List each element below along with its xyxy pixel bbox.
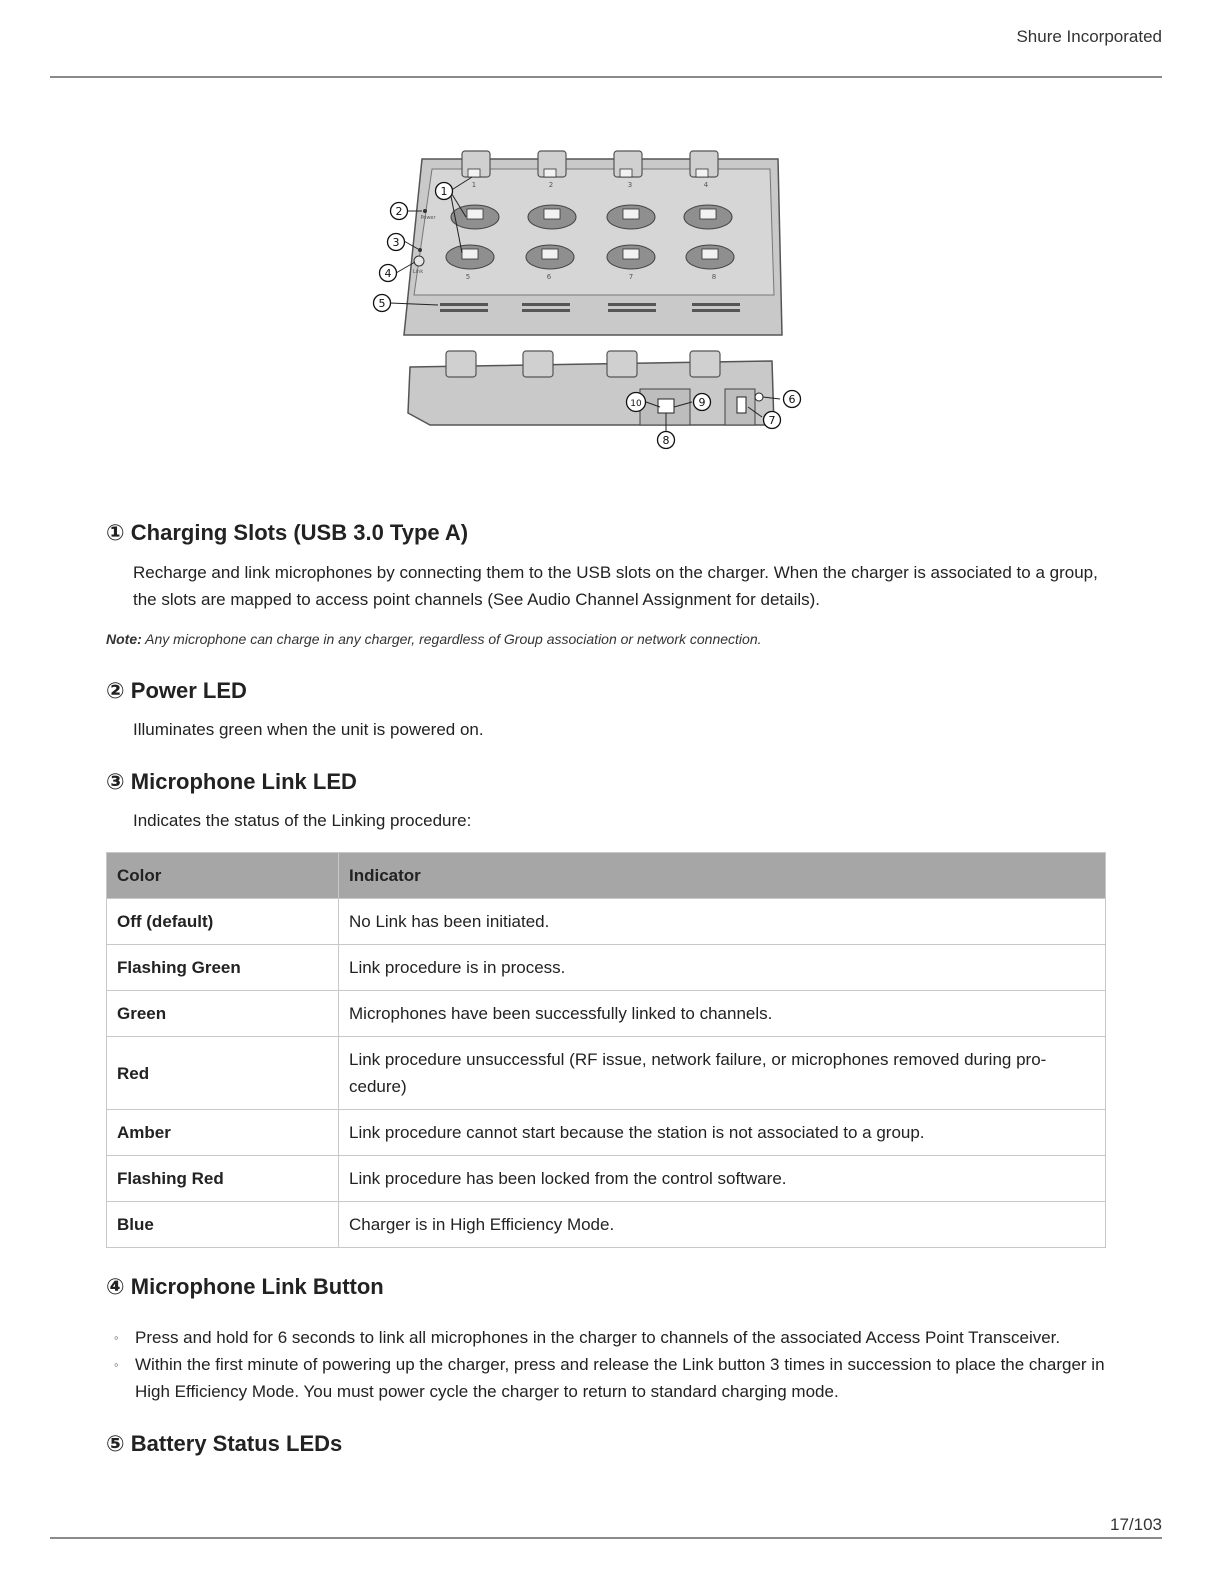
svg-text:6: 6 (788, 393, 796, 406)
table-cell-indicator: Charger is in High Efficiency Mode. (339, 1202, 1106, 1248)
charger-illustration (370, 145, 810, 455)
callout-8 (658, 432, 675, 449)
header-rule (50, 76, 1162, 78)
header-company-name: Shure Incorporated (1016, 27, 1162, 46)
table-row (107, 991, 1106, 1037)
table-cell-indicator: Link procedure unsuccessful (RF issue, network failure, or microphones removed during procedure) (339, 1037, 1106, 1110)
table-row (107, 899, 1106, 945)
table-cell-indicator: Microphones have been successfully linked to channels. (339, 991, 1106, 1037)
table-row (107, 1037, 1106, 1110)
slot-number-1: 1 (471, 181, 477, 189)
slot-number-7: 7 (628, 273, 634, 281)
power-switch (737, 397, 746, 413)
slot-number-6: 6 (546, 273, 552, 281)
svg-text:1: 1 (440, 185, 448, 198)
ethernet-port (658, 399, 674, 413)
svg-text:8: 8 (662, 434, 670, 447)
table-cell-color: Amber (107, 1110, 339, 1156)
slot-number-4: 4 (703, 181, 709, 189)
charging-note: Note: Any microphone can charge in any charger, regardless of Group association or network connection. (106, 631, 762, 647)
table-row (107, 1202, 1106, 1248)
section-heading-battery-leds: ⑤ Battery Status LEDs (106, 1431, 343, 1456)
svg-text:3: 3 (392, 236, 400, 249)
section-heading-link-button: ④ Microphone Link Button (106, 1274, 384, 1299)
callout-6 (784, 391, 801, 408)
section-heading-link-led: ③ Microphone Link LED (106, 769, 357, 794)
svg-text:5: 5 (378, 297, 386, 310)
callout-2 (391, 203, 408, 220)
link-button-bullets (114, 1324, 1114, 1405)
section-heading-charging-slots: ① Charging Slots (USB 3.0 Type A) (106, 520, 469, 545)
svg-text:4: 4 (384, 267, 392, 280)
callout-10 (627, 393, 646, 412)
link-label: Link (412, 269, 424, 275)
table-header-row (107, 853, 1106, 899)
power-led (423, 209, 427, 213)
callout-7 (764, 412, 781, 429)
table-cell-color: Off (default) (107, 899, 339, 945)
table-row (107, 1156, 1106, 1202)
table-cell-color: Green (107, 991, 339, 1037)
table-header-indicator: Indicator (339, 853, 1106, 899)
svg-text:2: 2 (395, 205, 403, 218)
table-cell-color: Red (107, 1037, 339, 1110)
list-item: ◦ Within the first minute of powering up the charger, press and release the Link button 3 times in succession to place the charger in High Efficiency Mode. You must power cycle the charger to return to standard charging mode. (114, 1351, 1114, 1405)
table-cell-indicator: No Link has been initiated. (339, 899, 1106, 945)
callout-1 (436, 183, 453, 200)
slot-number-2: 2 (548, 181, 554, 189)
charging-slots-description: Recharge and link microphones by connecting them to the USB slots on the charger. When the charger is associated to a group, the slots are mapped to access point channels (See Audio Channel Assignment for details). (133, 563, 1098, 609)
table-cell-color: Flashing Red (107, 1156, 339, 1202)
slot-number-8: 8 (711, 273, 717, 281)
svg-text:7: 7 (768, 414, 776, 427)
bullet-marker: ◦ (114, 1330, 119, 1345)
link-led-table (106, 852, 1106, 1248)
callout-9 (694, 394, 711, 411)
table-row (107, 1110, 1106, 1156)
footer-rule (50, 1537, 1162, 1539)
section-heading-power-led: ② Power LED (106, 678, 247, 703)
svg-text:9: 9 (698, 396, 706, 409)
svg-text:10: 10 (630, 399, 642, 409)
table-cell-color: Blue (107, 1202, 339, 1248)
page-number: 17/103 (1110, 1515, 1162, 1534)
link-led (418, 248, 422, 252)
slot-number-3: 3 (627, 181, 633, 189)
table-cell-indicator: Link procedure is in process. (339, 945, 1106, 991)
table-cell-indicator: Link procedure cannot start because the station is not associated to a group. (339, 1110, 1106, 1156)
slot-number-5: 5 (465, 273, 471, 281)
callout-3 (388, 234, 405, 251)
table-cell-indicator: Link procedure has been locked from the control software. (339, 1156, 1106, 1202)
power-led-description: Illuminates green when the unit is powered on. (133, 720, 484, 739)
power-label: Power (420, 215, 436, 221)
callout-5 (374, 295, 391, 312)
callout-4 (380, 265, 397, 282)
power-jack (755, 393, 763, 401)
table-cell-color: Flashing Green (107, 945, 339, 991)
list-item: ◦ Press and hold for 6 seconds to link all microphones in the charger to channels of the associated Access Point Transceiver. (114, 1324, 1114, 1351)
bullet-marker: ◦ (114, 1357, 119, 1372)
table-row (107, 945, 1106, 991)
table-header-color: Color (107, 853, 339, 899)
link-button (414, 256, 424, 266)
link-led-description: Indicates the status of the Linking procedure: (133, 811, 472, 830)
